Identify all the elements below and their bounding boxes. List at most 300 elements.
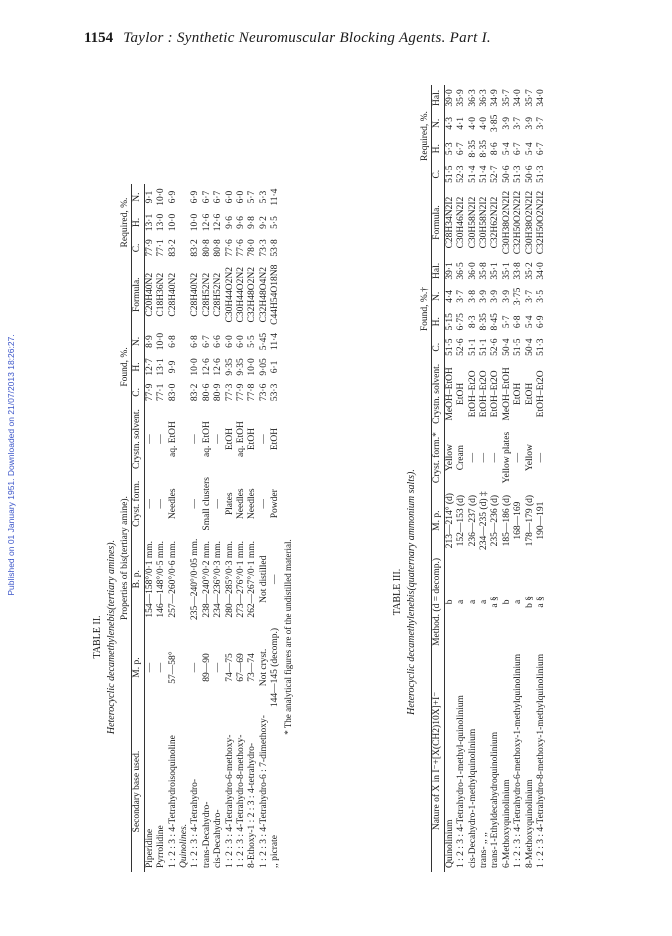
table-cell: cis-Decahydro- <box>213 809 224 868</box>
table-cell: C28H52N2 <box>213 272 224 317</box>
table-row <box>468 85 479 872</box>
table-cell: 80·9 <box>213 383 224 402</box>
table-cell: 235—240°/0·05 mm. <box>190 538 201 620</box>
table-cell: 51·5 <box>513 338 524 356</box>
table-cell: Needles <box>235 488 246 520</box>
table-cell: C30H44O2N2 <box>224 267 235 323</box>
table-cell: 234—235 (d) ‡ <box>478 491 489 550</box>
table-cell: Powder <box>270 489 281 519</box>
table-cell: 236—237 (d) <box>467 494 478 547</box>
table-cell: 10·0 <box>156 188 167 206</box>
table-iii-found-label: Found, %.† <box>420 258 432 360</box>
table-cell: 12·6 <box>213 213 224 232</box>
table-cell: 1 : 2 : 3 : 4-Tetrahydroisoquinoline <box>167 735 178 868</box>
table-cell: 51·4 <box>478 165 489 183</box>
table-cell: Needles <box>247 488 258 520</box>
table-cell: 168—169 <box>513 501 524 540</box>
table-cell: 6·9 <box>190 190 201 204</box>
table-cell: C30H44O2N2 <box>235 267 246 323</box>
table-cell: 35·1 <box>490 262 501 280</box>
table-cell: — <box>190 434 201 444</box>
table-cell: aq. EtOH <box>167 421 178 457</box>
table-cell: 13·1 <box>156 358 167 376</box>
table-cell: 3·9 <box>478 290 489 303</box>
table-cell: Needles <box>167 488 178 520</box>
table-cell: cis-Decahydro-1-methylquinolinium <box>467 728 478 868</box>
table-cell: 9·05 <box>258 358 269 376</box>
table-cell: 52·7 <box>490 165 501 183</box>
table-cell: 12·6 <box>213 358 224 376</box>
col-spacer <box>420 187 432 258</box>
table-cell: 83·0 <box>167 383 178 402</box>
table-cell: a <box>456 599 467 605</box>
table-ii-footnote: * The analytical figures are of the undistilled material. <box>283 539 294 735</box>
table-cell: 213—214° (d) <box>444 493 455 549</box>
table-ii-group-header: Properties of bis(tertiary amine). <box>120 405 132 711</box>
table-row <box>479 85 490 872</box>
table-cell: C28H52N2 <box>201 272 212 317</box>
table-cell: C30H58N2I2 <box>467 196 478 249</box>
table-ii-found-label: Found, %. <box>120 329 132 405</box>
publication-note-text[interactable]: Published on 01 January 1951. Downloaded on 21/07/2013 18:26:27. <box>6 334 16 596</box>
table-cell: 9·35 <box>224 358 235 376</box>
table-cell: 34·9 <box>490 89 501 107</box>
table-cell: 1 : 2 : 3 : 4-Tetrahydro-1-methyl-quinolinium <box>456 695 467 868</box>
table-cell: Piperidine <box>144 828 155 868</box>
table-cell: trans- ,, ,, <box>478 832 489 868</box>
column-header: Crystn. solvent. <box>132 405 144 473</box>
table-cell: 13·0 <box>156 213 167 232</box>
table-cell: 6·75 <box>456 313 467 331</box>
table-cell: 13·1 <box>144 213 155 232</box>
table-cell: 6·9 <box>535 315 546 329</box>
table-row <box>190 184 201 872</box>
table-cell: — <box>258 434 269 444</box>
table-cell: 3·75 <box>513 287 524 306</box>
table-cell: 154—158°/0·1 mm. <box>144 540 155 618</box>
table-cell: C32H50O2N2I2 <box>513 190 524 255</box>
table-cell: 6·9 <box>167 190 178 204</box>
table-cell: 152—153 (d) <box>456 494 467 547</box>
table-cell: — <box>190 499 201 509</box>
table-cell: — <box>144 499 155 509</box>
table-cell: 3·85 <box>490 114 501 133</box>
table-cell: 6·0 <box>235 190 246 204</box>
table-row <box>213 184 224 872</box>
table-cell: C32H62N2I2 <box>490 196 501 249</box>
table-row <box>156 184 167 872</box>
table-cell: 8-Methoxyquinolinium <box>524 779 535 868</box>
table-cell: trans-Decahydro- <box>201 801 212 868</box>
table-cell: 8·35 <box>478 313 489 331</box>
running-title: Taylor : Synthetic Neuromuscular Blocking Agents. Part I. <box>123 30 491 46</box>
table-iii-caption: TABLE III. <box>392 568 403 616</box>
column-header: B. p. <box>132 535 144 624</box>
table-cell: 35·7 <box>524 89 535 107</box>
column-header: M. p. <box>432 487 444 554</box>
table-cell: 6·8 <box>513 315 524 329</box>
table-cell: 5·7 <box>501 315 512 329</box>
table-cell: — <box>156 499 167 509</box>
table-cell: 51·5 <box>444 165 455 183</box>
table-cell: 3·7 <box>524 290 535 303</box>
table-cell: MeOH–EtOH <box>444 367 455 421</box>
section-label: Quinolines. <box>178 823 189 868</box>
table-cell: 6·7 <box>213 190 224 204</box>
table-cell: 9·35 <box>235 358 246 376</box>
table-cell: 3·8 <box>467 290 478 303</box>
table-cell: 34·0 <box>535 89 546 107</box>
table-cell: 53·3 <box>270 383 281 402</box>
table-cell: 74—75 <box>224 653 235 682</box>
col-spacer <box>120 261 132 329</box>
table-cell: 12·7 <box>144 358 155 376</box>
table-cell: EtOH <box>270 427 281 451</box>
table-cell: Pyrrolidine <box>156 825 167 868</box>
table-cell: — <box>213 434 224 444</box>
table-cell: 67—69 <box>235 653 246 682</box>
table-cell: aq. EtOH <box>235 421 246 457</box>
table-cell: 6-Methoxyquinolinium <box>501 779 512 868</box>
table-cell: Not distilled <box>258 555 269 603</box>
table-cell: 6·7 <box>535 142 546 156</box>
table-cell: 4·0 <box>478 116 489 130</box>
table-cell: 5·15 <box>444 313 455 331</box>
table-cell: C28H34N2I2 <box>444 196 455 249</box>
table-cell: 50·4 <box>501 338 512 356</box>
table-cell: 6·7 <box>201 190 212 204</box>
table-cell: 8·35 <box>478 140 489 158</box>
table-cell: a <box>467 599 478 605</box>
table-cell: aq. EtOH <box>201 421 212 457</box>
table-cell: 77·9 <box>144 239 155 257</box>
table-cell: 34·0 <box>513 89 524 107</box>
column-header: C. <box>132 380 144 405</box>
table-cell: 50·6 <box>524 165 535 183</box>
table-cell: 257—260°/0·6 mm. <box>167 540 178 618</box>
table-cell: 273—276°/0·1 mm. <box>235 540 246 618</box>
table-cell: Yellow plates <box>501 431 512 484</box>
table-cell: — <box>156 434 167 444</box>
table-cell: EtOH–Et2O <box>467 370 478 418</box>
table-cell: 10·0 <box>190 358 201 376</box>
table-cell: 5·3 <box>444 142 455 156</box>
table-cell: 10·0 <box>167 213 178 232</box>
table-cell: a § <box>535 596 546 608</box>
table-cell: C30H58N2I2 <box>478 196 489 249</box>
table-cell: EtOH <box>247 427 258 451</box>
table-cell: 5·5 <box>270 216 281 229</box>
table-row <box>247 184 258 872</box>
table-cell: b <box>501 599 512 605</box>
table-iii-subtitle: Heterocyclic decamethylenebis(quaternary ammonium salts). <box>406 469 417 715</box>
table-cell: 5·7 <box>247 190 258 204</box>
section-row <box>179 184 190 872</box>
table-cell: 8·45 <box>490 313 501 331</box>
table-cell: 5·4 <box>524 142 535 156</box>
table-cell: C44H54O18N8 <box>270 264 281 325</box>
table-cell: 39·1 <box>444 262 455 280</box>
table-cell: 33·8 <box>513 262 524 280</box>
table-cell: 77·9 <box>235 383 246 402</box>
table-cell: b <box>444 599 455 605</box>
table-row <box>536 85 547 872</box>
column-header: Cryst. form. <box>132 473 144 535</box>
table-cell: C28H40N2 <box>167 272 178 317</box>
table-cell: 35·8 <box>478 262 489 280</box>
column-header: H. <box>132 354 144 379</box>
table-cell: Yellow <box>444 444 455 472</box>
table-cell: 144—145 (decomp.) <box>270 627 281 708</box>
table-cell: 1 : 2 : 3 : 4-Tetrahydro- <box>190 778 201 868</box>
table-row <box>513 85 524 872</box>
table-cell: 83·2 <box>190 239 201 257</box>
column-header: Hal. <box>432 85 444 110</box>
table-ii-caption: TABLE II. <box>92 615 103 659</box>
table-cell: 77·1 <box>156 239 167 257</box>
table-cell: Cream <box>456 444 467 471</box>
table-iii-grid <box>420 85 547 872</box>
table-cell: 4·3 <box>444 116 455 130</box>
table-cell: 77·9 <box>144 383 155 402</box>
table-cell: EtOH <box>524 382 535 405</box>
table-cell: C18H36N2 <box>156 272 167 317</box>
table-cell: 80·8 <box>213 239 224 257</box>
table-cell: 1 : 2 : 3 : 4-Tetrahydro-6-methoxy-1-methylquinolinium <box>513 653 524 868</box>
page-header <box>84 30 612 54</box>
table-cell: 51·3 <box>535 165 546 183</box>
col-spacer <box>420 360 432 872</box>
column-header: N. <box>432 111 444 136</box>
table-cell: 51·1 <box>467 338 478 356</box>
table-cell: EtOH–Et2O <box>535 370 546 418</box>
table-cell: 8·9 <box>144 335 155 348</box>
table-cell: 12·6 <box>201 213 212 232</box>
table-cell: EtOH <box>224 427 235 451</box>
table-cell: 9·8 <box>247 216 258 229</box>
table-cell: 36·3 <box>478 89 489 107</box>
table-cell: 11·4 <box>270 188 281 206</box>
table-cell: 238—240°/0·2 mm. <box>201 540 212 618</box>
table-cell: 3·9 <box>501 290 512 303</box>
table-cell: 190—191 <box>535 501 546 540</box>
table-cell: 3·5 <box>535 290 546 303</box>
table-cell: 6·7 <box>456 142 467 156</box>
table-cell: — <box>535 452 546 463</box>
table-cell: — <box>144 434 155 444</box>
table-cell: 77·6 <box>235 239 246 257</box>
table-cell: 50·6 <box>501 165 512 183</box>
table-row <box>456 85 467 872</box>
table-cell: — <box>490 452 501 463</box>
table-cell: 10·0 <box>247 358 258 376</box>
table-cell: 3·9 <box>501 116 512 130</box>
table-cell: 11·4 <box>270 333 281 351</box>
table-cell: a § <box>490 596 501 608</box>
table-cell: C32H48O2N2 <box>247 267 258 323</box>
table-row <box>270 184 281 872</box>
table-cell: 77·6 <box>224 239 235 257</box>
column-header: Method. (d = decomp.) <box>432 554 444 650</box>
table-cell: 178—179 (d) <box>524 494 535 547</box>
table-iii <box>390 89 547 872</box>
table-cell: 1 : 2 : 3 : 4-Tetrahydro-8-methoxy- <box>235 734 246 868</box>
table-cell: 35·7 <box>501 89 512 107</box>
publication-note[interactable] <box>4 90 18 840</box>
table-cell: 83·2 <box>167 239 178 257</box>
column-header: C. <box>432 161 444 186</box>
table-cell: 77·1 <box>156 383 167 402</box>
table-cell: 51·5 <box>444 338 455 356</box>
table-cell: — <box>144 662 155 673</box>
table-cell: 35·9 <box>456 89 467 107</box>
column-header: M. p. <box>132 624 144 711</box>
table-cell: 8-Ethoxy-1 : 2 : 3 : 4-tetrahydro- <box>247 742 258 868</box>
table-cell: Yellow <box>524 444 535 472</box>
table-cell: — <box>156 662 167 673</box>
table-cell: 50·4 <box>524 338 535 356</box>
table-cell: 52·6 <box>456 338 467 356</box>
column-header: N. <box>432 284 444 309</box>
table-cell: 280—285°/0·3 mm. <box>224 540 235 618</box>
table-cell: 83·2 <box>190 383 201 402</box>
table-row <box>202 184 213 872</box>
table-cell: 6·0 <box>224 190 235 204</box>
table-cell: 146—148°/0·5 mm. <box>156 540 167 618</box>
table-cell: Quinolinium <box>444 819 455 868</box>
table-cell: 185—186 (d) <box>501 494 512 547</box>
table-row <box>168 184 179 872</box>
table-cell: 3·9 <box>490 290 501 303</box>
table-cell: 6·0 <box>235 335 246 348</box>
column-header: C. <box>132 235 144 260</box>
table-cell: — <box>513 452 524 463</box>
table-cell: 52·6 <box>490 338 501 356</box>
table-cell: 6·0 <box>224 335 235 348</box>
table-cell: EtOH <box>456 382 467 405</box>
column-header: Secondary base used. <box>132 711 144 872</box>
table-cell: Not cryst. <box>258 648 269 687</box>
table-cell: 6·8 <box>167 335 178 348</box>
table-cell: 51·3 <box>513 165 524 183</box>
table-cell: 5·5 <box>247 335 258 348</box>
table-cell: — <box>213 662 224 673</box>
page-number: 1154 <box>84 30 114 46</box>
table-cell: 12·6 <box>201 358 212 376</box>
table-row <box>259 184 270 872</box>
table-cell: 10·0 <box>156 332 167 351</box>
table-cell: Plates <box>224 492 235 516</box>
table-cell: 80·8 <box>201 239 212 257</box>
table-row <box>525 85 536 872</box>
table-cell: 5·3 <box>258 190 269 204</box>
rotated-tables <box>90 62 650 872</box>
table-cell: — <box>270 574 281 585</box>
table-cell: 5·45 <box>258 332 269 351</box>
table-cell: C32H50O2N2I2 <box>535 190 546 255</box>
table-cell: 89—90 <box>201 653 212 682</box>
table-cell: EtOH–Et2O <box>478 370 489 418</box>
column-header: H. <box>432 136 444 161</box>
table-cell: 6·1 <box>270 360 281 374</box>
table-cell: 5·4 <box>501 142 512 156</box>
table-cell: 9·2 <box>258 216 269 229</box>
table-cell: 36·3 <box>467 89 478 107</box>
table-cell: — <box>190 662 201 673</box>
table-cell: 77·3 <box>224 383 235 402</box>
column-header: Hal. <box>432 258 444 283</box>
table-cell: 34·0 <box>535 262 546 280</box>
table-cell: — <box>213 499 224 509</box>
table-cell: 3·7 <box>535 116 546 130</box>
table-cell: 52·3 <box>456 165 467 183</box>
column-header: H. <box>432 309 444 334</box>
table-cell: 73·6 <box>258 383 269 402</box>
table-cell: 51·3 <box>535 338 546 356</box>
column-header: H. <box>132 210 144 235</box>
table-cell: 78·0 <box>247 239 258 257</box>
table-row <box>225 184 236 872</box>
table-cell: C30H46N2I2 <box>456 196 467 249</box>
table-cell: EtOH <box>513 382 524 405</box>
table-cell: C32H48O4N2 <box>258 267 269 323</box>
table-cell: a <box>513 599 524 605</box>
column-header: Formula. <box>432 187 444 258</box>
table-cell: 4·0 <box>467 116 478 130</box>
column-header: C. <box>432 334 444 359</box>
table-cell: EtOH–Et2O <box>490 370 501 418</box>
table-cell: 234—236°/0·3 mm. <box>213 540 224 618</box>
table-cell: 6·7 <box>201 335 212 348</box>
table-cell: 262—267°/0·1 mm. <box>247 540 258 618</box>
table-cell: 53·8 <box>270 239 281 257</box>
table-cell: Small clusters <box>201 476 212 531</box>
table-cell: a <box>478 599 489 605</box>
table-cell: 4·4 <box>444 290 455 303</box>
column-header: N. <box>132 329 144 354</box>
table-cell: 9·6 <box>224 216 235 229</box>
table-cell: 8·3 <box>467 315 478 329</box>
table-cell: 73—74 <box>247 653 258 682</box>
table-ii-required-label: Required, %. <box>120 184 132 260</box>
table-cell: 35·2 <box>524 262 535 280</box>
table-cell: C20H40N2 <box>144 272 155 317</box>
table-cell: 39·0 <box>444 89 455 107</box>
table-cell: C30H38O2N2I2 <box>501 190 512 255</box>
table-cell: 1 : 2 : 3 : 4-Tetrahydro-6-methoxy- <box>224 734 235 868</box>
table-cell: b § <box>524 595 535 608</box>
column-header: Crystn. solvent. <box>432 360 444 428</box>
table-cell: 51·1 <box>478 338 489 356</box>
table-cell: 3·9 <box>524 116 535 130</box>
table-cell: C30H38O2N2I2 <box>524 190 535 255</box>
table-cell: 1 : 2 : 3 : 4-Tetrahydro-8-methoxy-1-methylquinolinium <box>535 653 546 868</box>
table-cell: 36·0 <box>467 262 478 280</box>
table-cell: — <box>258 499 269 509</box>
table-cell: 3·7 <box>456 290 467 303</box>
table-cell: 36·5 <box>456 262 467 280</box>
table-cell: 9·6 <box>235 216 246 229</box>
table-cell: 73·3 <box>258 239 269 257</box>
table-cell: 3·7 <box>513 116 524 130</box>
column-header: Nature of X in I⁻+[X(CH2)10X]+I⁻ <box>432 650 444 872</box>
table-row <box>502 85 513 872</box>
table-cell: 10·0 <box>190 213 201 232</box>
table-cell: 9·1 <box>144 190 155 204</box>
table-cell: MeOH–EtOH <box>501 367 512 421</box>
table-cell: 51·4 <box>467 165 478 183</box>
table-cell: 57—58° <box>167 651 178 684</box>
